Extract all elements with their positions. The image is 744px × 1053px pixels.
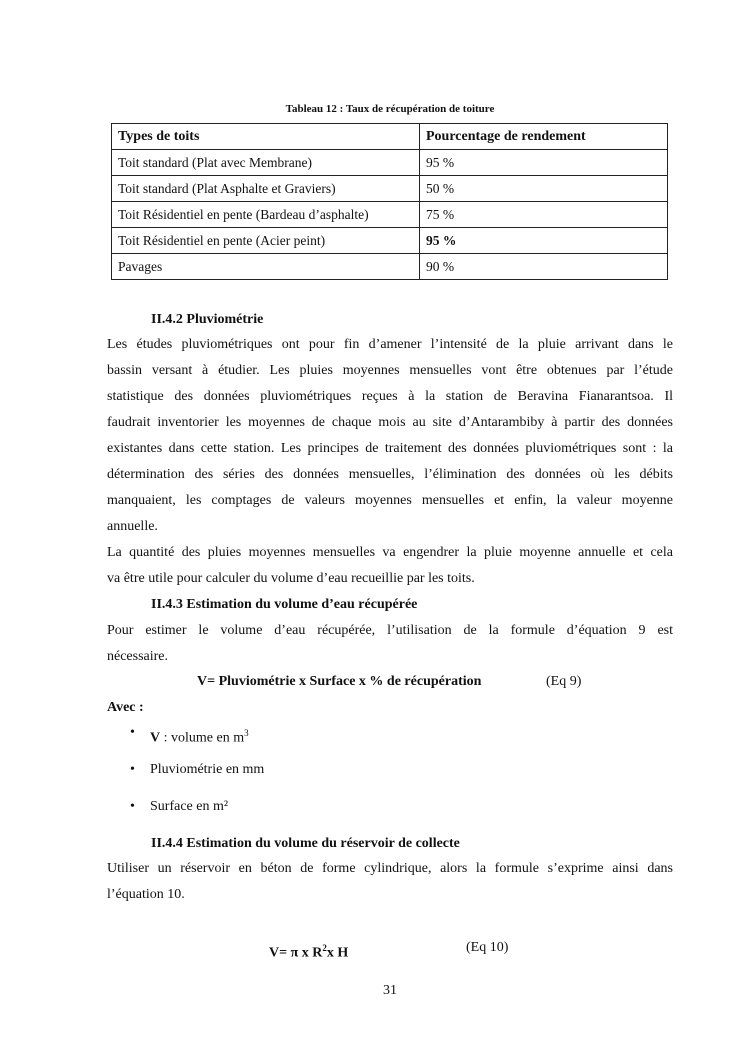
table-caption: Tableau 12 : Taux de récupération de toiture xyxy=(285,103,495,115)
heading-estimation-volume: II.4.3 Estimation du volume d’eau récupérée xyxy=(151,597,418,612)
reservoir-paragraph xyxy=(107,856,673,908)
equation-9-label: (Eq 9) xyxy=(546,674,582,689)
text-line: Les études pluviométriques ont pour fin d’amener l’intensité de la pluie arrivant dans le xyxy=(107,337,673,352)
roof-recovery-table xyxy=(111,123,668,280)
list-item xyxy=(107,720,264,757)
superscript-3: 3 xyxy=(244,728,249,738)
text-line: existantes dans cette station. Les principes de traitement des données pluviométriques sont : la xyxy=(107,441,673,456)
text-line: faudrait inventorier les moyennes de chaque mois au site d’Antarambiby à partir des données xyxy=(107,415,673,430)
equation-10-part2: x H xyxy=(326,945,349,961)
bullet-icon: • xyxy=(130,799,135,814)
text-line: La quantité des pluies moyennes mensuelles va engendrer la pluie moyenne annuelle et cela xyxy=(107,545,673,560)
variable-pluviometrie: Pluviométrie en mm xyxy=(150,762,265,777)
cell-roof-type: Toit standard (Plat avec Membrane) xyxy=(112,150,420,176)
estimation-paragraph xyxy=(107,618,673,670)
text-line: va être utile pour calculer du volume d’eau recueillie par les toits. xyxy=(107,571,475,586)
variable-list xyxy=(107,720,264,831)
table-row xyxy=(112,202,668,228)
cell-roof-type: Toit Résidentiel en pente (Bardeau d’asphalte) xyxy=(112,202,420,228)
variable-v: V xyxy=(150,730,161,746)
text-line: Utiliser un réservoir en béton de forme cylindrique, alors la formule s’exprime ainsi dans xyxy=(107,861,673,876)
list-item xyxy=(107,794,264,831)
text-line: annuelle. xyxy=(107,519,158,534)
page-number: 31 xyxy=(383,983,397,998)
equation-10-label: (Eq 10) xyxy=(466,940,509,955)
cell-yield: 90 % xyxy=(420,254,668,280)
heading-pluviometrie: II.4.2 Pluviométrie xyxy=(151,312,264,327)
list-item xyxy=(107,757,264,794)
equation-10 xyxy=(269,938,348,964)
text-line: nécessaire. xyxy=(107,649,169,664)
variable-v-desc: : volume en m xyxy=(160,730,245,746)
header-roof-type: Types de toits xyxy=(112,124,420,150)
text-line: bassin versant à étudier. Les pluies moyennes mensuelles vont être obtenues par l’étude xyxy=(107,363,673,378)
pluviometrie-paragraph-1 xyxy=(107,332,673,540)
cell-yield: 75 % xyxy=(420,202,668,228)
pluviometrie-paragraph-2 xyxy=(107,540,673,592)
cell-yield: 95 % xyxy=(420,228,668,254)
cell-roof-type: Pavages xyxy=(112,254,420,280)
table-row xyxy=(112,254,668,280)
heading-reservoir-volume: II.4.4 Estimation du volume du réservoir de collecte xyxy=(151,836,460,851)
cell-yield: 95 % xyxy=(420,150,668,176)
superscript-2: 2 xyxy=(322,943,327,953)
variable-surface: Surface en m² xyxy=(150,799,229,814)
table-header-row xyxy=(112,124,668,150)
avec-label: Avec : xyxy=(107,700,144,715)
table-row xyxy=(112,228,668,254)
cell-roof-type: Toit Résidentiel en pente (Acier peint) xyxy=(112,228,420,254)
text-line: l’équation 10. xyxy=(107,887,185,902)
bullet-icon: • xyxy=(130,762,135,777)
equation-9: V= Pluviométrie x Surface x % de récupération xyxy=(197,674,482,689)
table-row xyxy=(112,176,668,202)
bullet-icon: • xyxy=(130,725,135,740)
text-line: détermination des séries des données mensuelles, l’élimination des données où les débits xyxy=(107,467,673,482)
header-yield-percent: Pourcentage de rendement xyxy=(420,124,668,150)
table-row xyxy=(112,150,668,176)
cell-roof-type: Toit standard (Plat Asphalte et Graviers) xyxy=(112,176,420,202)
text-line: manquaient, les comptages de valeurs moyennes mensuelles et enfin, la valeur moyenne xyxy=(107,493,673,508)
text-line: statistique des données pluviométriques reçues à la station de Beravina Fianarantsoa. Il xyxy=(107,389,673,404)
text-line: Pour estimer le volume d’eau récupérée, l’utilisation de la formule d’équation 9 est xyxy=(107,623,673,638)
cell-yield: 50 % xyxy=(420,176,668,202)
equation-10-part1: V= π x R xyxy=(269,945,323,961)
